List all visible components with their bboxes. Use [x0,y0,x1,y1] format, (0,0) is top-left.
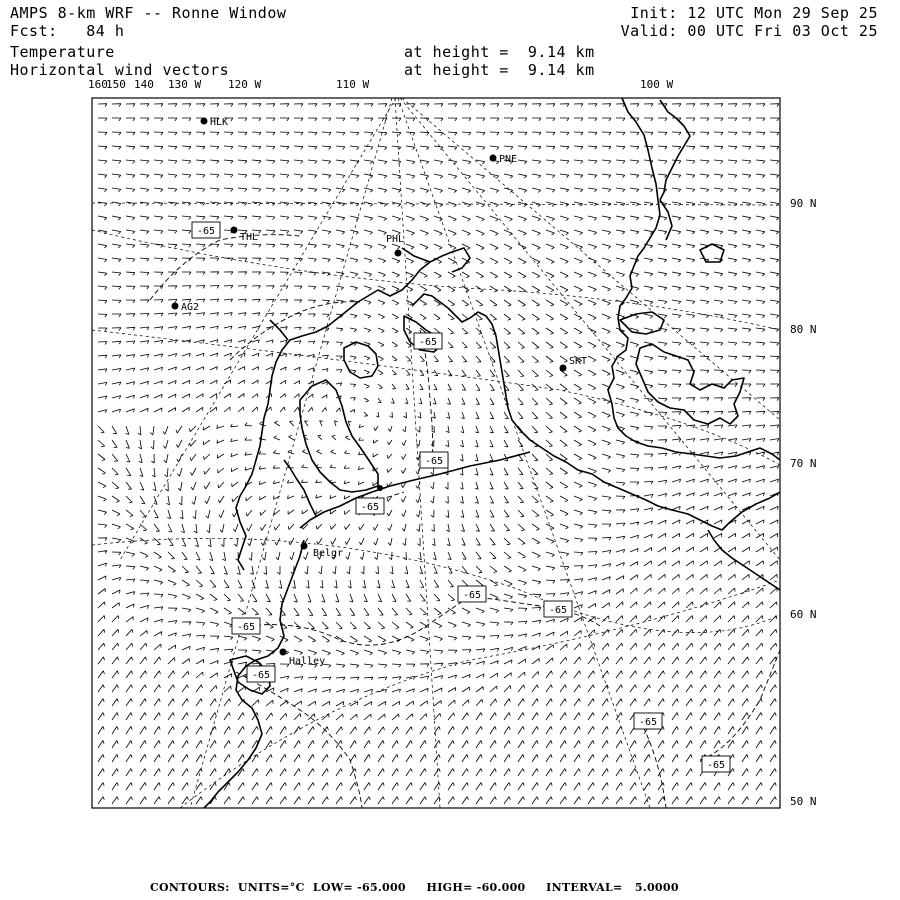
contour-label [634,713,662,729]
lon-label-160: 160 [88,78,108,91]
lat-label-60n: 60 N [790,608,817,621]
lon-label-150: 150 [106,78,126,91]
lon-label-130w: 130 W [168,78,202,91]
map-title: AMPS 8-km WRF -- Ronne Window [10,4,287,22]
field-temperature: Temperature [10,43,115,61]
svg-text:Halley: Halley [289,656,326,667]
svg-text:-65: -65 [236,622,256,633]
svg-text:-65: -65 [462,590,482,601]
init-time: Init: 12 UTC Mon 29 Sep 25 [630,4,878,22]
lat-label-80n: 80 N [790,323,817,336]
svg-text:SKT: SKT [569,356,588,367]
lon-label-100w: 100 W [640,78,674,91]
svg-text:-65: -65 [424,456,444,467]
svg-text:PHL: PHL [386,234,405,245]
contour-label [458,586,486,602]
lat-label-90n: 90 N [790,197,817,210]
station-hlk[interactable] [201,117,229,128]
svg-text:PNE: PNE [499,154,518,165]
contour-label [414,333,442,349]
temperature-height: at height = 9.14 km [404,43,595,61]
forecast-hour: Fcst: 84 h [10,22,125,40]
svg-text:-65: -65 [638,717,658,728]
lon-label-110w: 110 W [336,78,370,91]
station-thl[interactable] [231,227,259,244]
svg-text:Belgr: Belgr [313,548,344,559]
wind-height: at height = 9.14 km [404,61,595,79]
svg-text:-65: -65 [196,226,216,237]
contour-label [247,666,275,682]
contour-info-footer: CONTOURS: UNITS=°C LOW= -65.000 HIGH= -60.000 INTERVAL= 5.0000 [150,881,679,894]
valid-time: Valid: 00 UTC Fri 03 Oct 25 [620,22,878,40]
svg-text:-65: -65 [251,670,271,681]
lon-label-140: 140 [134,78,154,91]
contour-label [544,601,572,617]
lat-label-50n: 50 N [790,795,817,808]
station-marker-unlabeled [377,485,383,491]
svg-text:-65: -65 [360,502,380,513]
field-wind-vectors: Horizontal wind vectors [10,61,230,79]
lon-label-120w: 120 W [228,78,262,91]
svg-text:THL: THL [240,232,259,243]
svg-text:AG2: AG2 [181,302,200,313]
contour-label [192,222,220,238]
svg-text:-65: -65 [706,760,726,771]
station-ag2[interactable] [172,302,200,313]
lat-label-70n: 70 N [790,457,817,470]
contour-label [232,618,260,634]
svg-text:-65: -65 [548,605,568,616]
contour-label [420,452,448,468]
contour-label [702,756,730,772]
contour-label [356,498,384,514]
svg-text:-65: -65 [418,337,438,348]
svg-text:HLK: HLK [210,117,229,128]
station-pne[interactable] [490,154,518,165]
